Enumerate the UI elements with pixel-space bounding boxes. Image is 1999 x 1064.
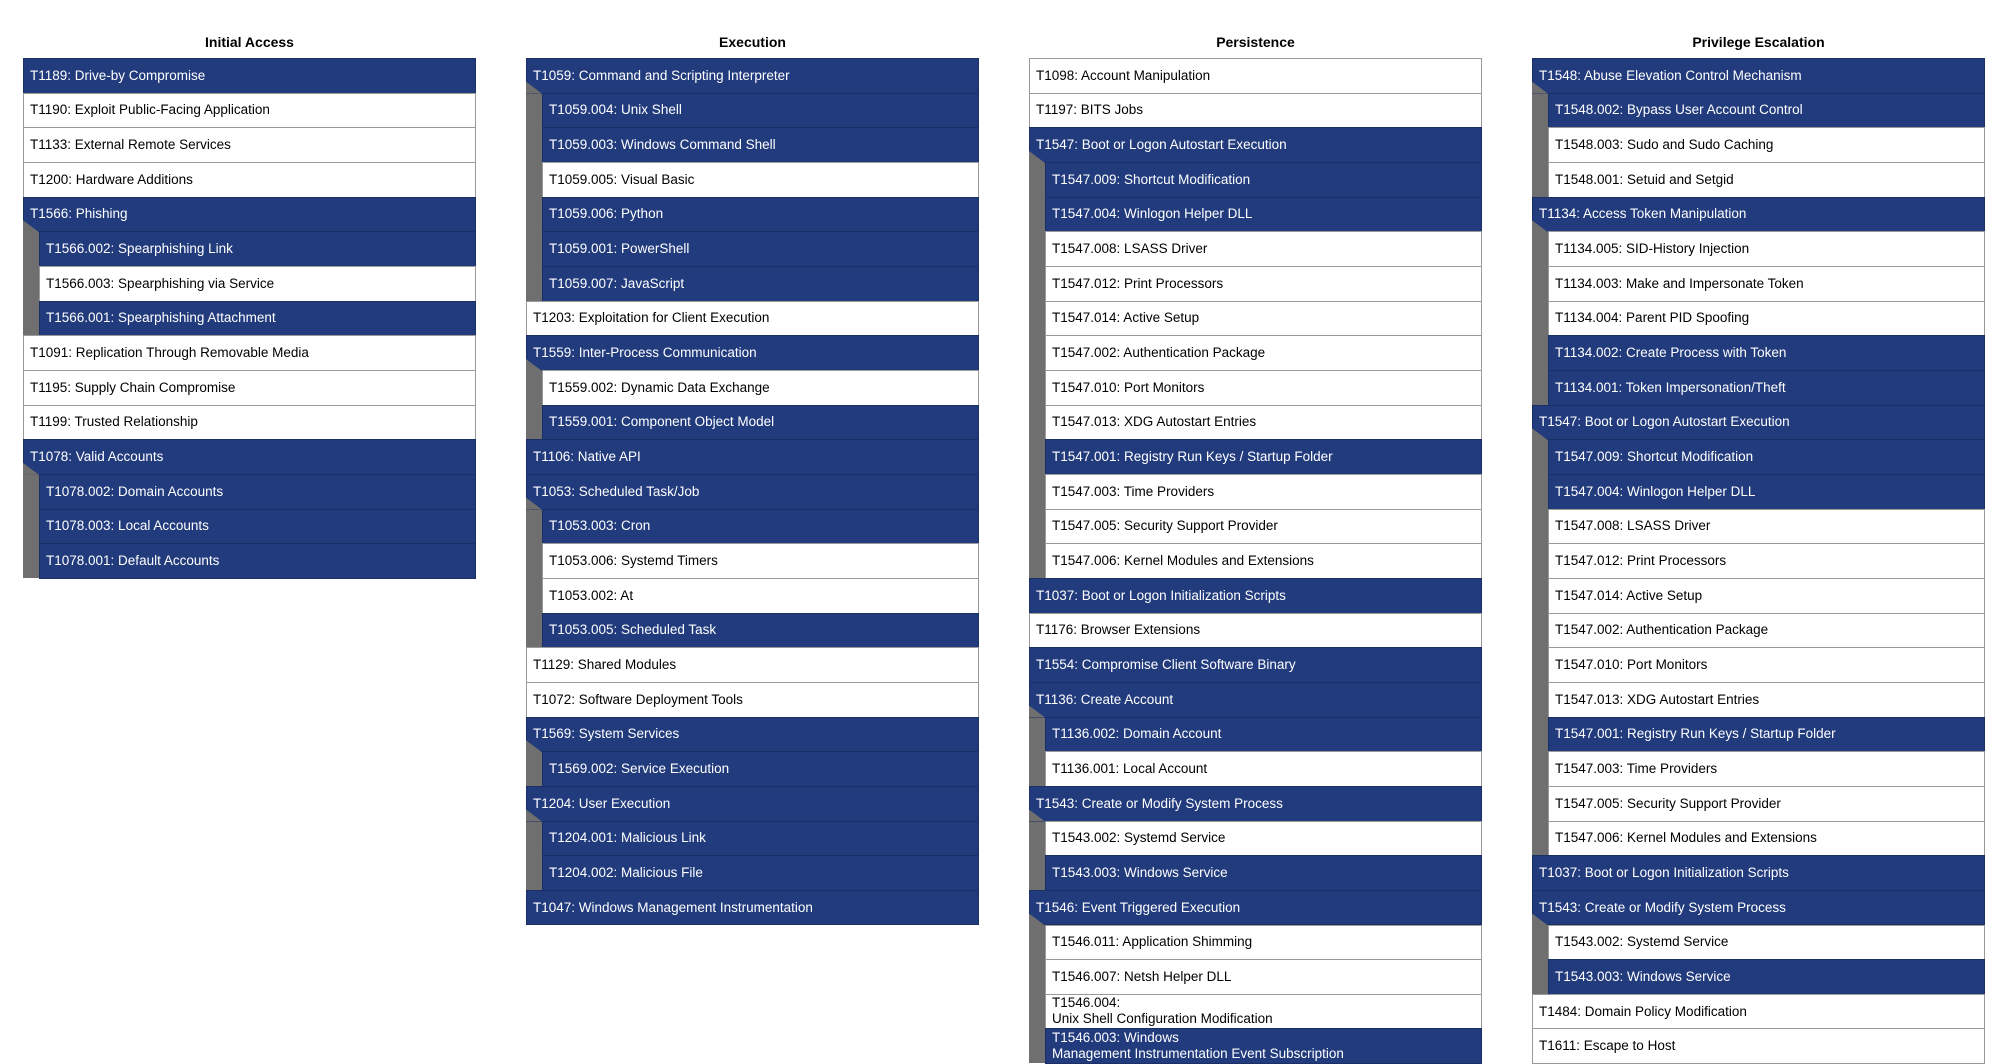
technique-label: T1203: Exploitation for Client Execution bbox=[533, 310, 770, 326]
technique-label: T1078.003: Local Accounts bbox=[46, 518, 209, 534]
subtechnique-cell[interactable] bbox=[542, 266, 979, 302]
technique-cell[interactable] bbox=[1029, 127, 1482, 163]
technique-cell[interactable] bbox=[1532, 58, 1985, 94]
technique-label-line: Management Instrumentation Event Subscription bbox=[1052, 1046, 1344, 1062]
subtechnique-cell[interactable] bbox=[542, 162, 979, 198]
subtechnique-group-bar bbox=[526, 509, 542, 648]
subtechnique-cell[interactable] bbox=[39, 509, 476, 545]
subtechnique-cell[interactable] bbox=[1045, 925, 1482, 961]
technique-label: T1547.013: XDG Autostart Entries bbox=[1555, 691, 1760, 707]
technique-label: T1078: Valid Accounts bbox=[30, 449, 164, 465]
tactic-title: Execution bbox=[719, 34, 786, 50]
subtechnique-cell[interactable] bbox=[1548, 93, 1985, 129]
technique-label: T1548: Abuse Elevation Control Mechanism bbox=[1539, 67, 1802, 83]
technique-label: T1543.003: Windows Service bbox=[1555, 968, 1731, 984]
technique-cell[interactable] bbox=[1029, 613, 1482, 649]
subtechnique-cell[interactable] bbox=[1045, 717, 1482, 753]
technique-cell[interactable] bbox=[23, 93, 476, 129]
technique-label: T1547.010: Port Monitors bbox=[1555, 657, 1708, 673]
tactic-title: Initial Access bbox=[205, 34, 294, 50]
technique-label: T1204.001: Malicious Link bbox=[549, 830, 706, 846]
technique-label: T1189: Drive-by Compromise bbox=[30, 67, 206, 83]
technique-cell[interactable] bbox=[23, 162, 476, 198]
subtechnique-cell[interactable] bbox=[1548, 613, 1985, 649]
technique-label: T1543.002: Systemd Service bbox=[1555, 934, 1729, 950]
subtechnique-group-bar bbox=[23, 474, 39, 578]
technique-label: T1547.009: Shortcut Modification bbox=[1555, 449, 1754, 465]
technique-label: T1547.010: Port Monitors bbox=[1052, 379, 1205, 395]
technique-label: T1190: Exploit Public-Facing Application bbox=[30, 102, 270, 118]
technique-label: T1569.002: Service Execution bbox=[549, 761, 730, 777]
technique-cell[interactable] bbox=[526, 682, 979, 718]
technique-label: T1133: External Remote Services bbox=[30, 137, 231, 153]
technique-cell[interactable] bbox=[1029, 682, 1482, 718]
subtechnique-cell[interactable] bbox=[1045, 474, 1482, 510]
subtechnique-cell[interactable] bbox=[1548, 647, 1985, 683]
subtechnique-cell[interactable] bbox=[39, 474, 476, 510]
subtechnique-cell[interactable] bbox=[1045, 1028, 1482, 1064]
subtechnique-cell[interactable] bbox=[1548, 439, 1985, 475]
subtechnique-group-bar bbox=[526, 93, 542, 301]
subtechnique-group-bar bbox=[1532, 93, 1548, 197]
technique-label: T1059.007: JavaScript bbox=[549, 275, 685, 291]
technique-cell[interactable] bbox=[23, 405, 476, 441]
technique-label: T1546: Event Triggered Execution bbox=[1036, 899, 1241, 915]
technique-label: T1053.005: Scheduled Task bbox=[549, 622, 717, 638]
technique-label: T1543.002: Systemd Service bbox=[1052, 830, 1226, 846]
technique-label: T1134.001: Token Impersonation/Theft bbox=[1555, 379, 1786, 395]
technique-label: T1543: Create or Modify System Process bbox=[1036, 795, 1283, 811]
technique-label: T1106: Native API bbox=[533, 449, 641, 465]
technique-label: T1129: Shared Modules bbox=[533, 657, 677, 673]
technique-cell[interactable] bbox=[526, 335, 979, 371]
technique-cell[interactable] bbox=[526, 474, 979, 510]
subtechnique-cell[interactable] bbox=[1045, 821, 1482, 857]
subtechnique-group-bar bbox=[526, 821, 542, 890]
technique-cell[interactable] bbox=[23, 58, 476, 94]
subtechnique-cell[interactable] bbox=[1548, 821, 1985, 857]
technique-cell[interactable] bbox=[23, 335, 476, 371]
technique-label: T1566.002: Spearphishing Link bbox=[46, 241, 233, 257]
technique-label: T1543.003: Windows Service bbox=[1052, 865, 1228, 880]
technique-label: T1078.002: Domain Accounts bbox=[46, 483, 224, 499]
subtechnique-cell[interactable] bbox=[1045, 335, 1482, 371]
subtechnique-group-bar bbox=[1532, 439, 1548, 855]
technique-cell[interactable] bbox=[526, 890, 979, 926]
technique-label: T1134.002: Create Process with Token bbox=[1555, 345, 1787, 361]
technique-label: T1195: Supply Chain Compromise bbox=[30, 379, 236, 395]
technique-cell[interactable] bbox=[23, 370, 476, 406]
technique-label: T1566.003: Spearphishing via Service bbox=[46, 275, 275, 291]
subtechnique-cell[interactable] bbox=[1548, 231, 1985, 267]
subtechnique-cell[interactable] bbox=[1045, 959, 1482, 995]
technique-label: T1136: Create Account bbox=[1036, 691, 1174, 707]
technique-label: T1547.005: Security Support Provider bbox=[1052, 518, 1278, 534]
subtechnique-cell[interactable] bbox=[1548, 786, 1985, 822]
technique-label: T1072: Software Deployment Tools bbox=[533, 691, 743, 707]
technique-cell[interactable] bbox=[23, 439, 476, 475]
technique-label: T1059.004: Unix Shell bbox=[549, 102, 682, 118]
technique-label-line: T1546.003: Windows bbox=[1052, 1030, 1179, 1046]
technique-cell[interactable] bbox=[1532, 197, 1985, 233]
subtechnique-cell[interactable] bbox=[39, 301, 476, 337]
technique-label: T1547.001: Registry Run Keys / Startup Folder bbox=[1052, 449, 1333, 465]
subtechnique-group-bar bbox=[23, 231, 39, 335]
subtechnique-cell[interactable] bbox=[1548, 266, 1985, 302]
technique-label: T1547.003: Time Providers bbox=[1555, 761, 1718, 777]
technique-cell[interactable] bbox=[1029, 890, 1482, 926]
subtechnique-cell[interactable] bbox=[542, 613, 979, 649]
technique-label: T1091: Replication Through Removable Media bbox=[30, 345, 309, 361]
technique-label: T1547.004: Winlogon Helper DLL bbox=[1555, 483, 1756, 499]
tactic-title: Privilege Escalation bbox=[1692, 34, 1825, 50]
subtechnique-cell[interactable] bbox=[39, 543, 476, 579]
technique-label: T1546.011: Application Shimming bbox=[1052, 934, 1253, 950]
technique-label: T1546.007: Netsh Helper DLL bbox=[1052, 968, 1232, 984]
technique-label: T1569: System Services bbox=[533, 726, 680, 742]
subtechnique-group-bar bbox=[1029, 717, 1045, 786]
technique-label: T1204.002: Malicious File bbox=[549, 865, 703, 880]
subtechnique-cell[interactable] bbox=[1548, 370, 1985, 406]
subtechnique-cell[interactable] bbox=[542, 543, 979, 579]
subtechnique-cell[interactable] bbox=[1548, 959, 1985, 995]
subtechnique-cell[interactable] bbox=[542, 578, 979, 614]
subtechnique-cell[interactable] bbox=[1045, 197, 1482, 233]
technique-label: T1547.002: Authentication Package bbox=[1555, 622, 1769, 638]
technique-label: T1559.001: Component Object Model bbox=[549, 414, 775, 430]
subtechnique-group-bar bbox=[1532, 925, 1548, 994]
technique-cell[interactable] bbox=[526, 717, 979, 753]
technique-cell[interactable] bbox=[1532, 890, 1985, 926]
technique-label: T1566.001: Spearphishing Attachment bbox=[46, 310, 276, 326]
technique-label: T1547.013: XDG Autostart Entries bbox=[1052, 414, 1257, 430]
technique-label: T1053.002: At bbox=[549, 587, 634, 603]
technique-label: T1547.005: Security Support Provider bbox=[1555, 795, 1781, 811]
subtechnique-cell[interactable] bbox=[1548, 509, 1985, 545]
subtechnique-group-bar bbox=[1532, 231, 1548, 404]
technique-label: T1199: Trusted Relationship bbox=[30, 414, 198, 430]
technique-label: T1053.006: Systemd Timers bbox=[549, 553, 718, 569]
technique-cell[interactable] bbox=[526, 647, 979, 683]
technique-label: T1543: Create or Modify System Process bbox=[1539, 899, 1786, 915]
technique-cell[interactable] bbox=[526, 439, 979, 475]
subtechnique-cell[interactable] bbox=[1045, 994, 1482, 1030]
technique-cell[interactable] bbox=[1532, 1028, 1985, 1064]
technique-label: T1078.001: Default Accounts bbox=[46, 553, 220, 569]
subtechnique-cell[interactable] bbox=[542, 855, 979, 891]
technique-label: T1134.004: Parent PID Spoofing bbox=[1555, 310, 1750, 326]
subtechnique-cell[interactable] bbox=[1548, 301, 1985, 337]
subtechnique-group-bar bbox=[1029, 821, 1045, 890]
technique-label: T1547.008: LSASS Driver bbox=[1555, 518, 1711, 534]
technique-label-line: Unix Shell Configuration Modification bbox=[1052, 1011, 1273, 1027]
subtechnique-cell[interactable] bbox=[1045, 543, 1482, 579]
technique-label: T1559: Inter-Process Communication bbox=[533, 345, 757, 361]
technique-label: T1547: Boot or Logon Autostart Execution bbox=[1539, 414, 1790, 430]
subtechnique-cell[interactable] bbox=[1045, 439, 1482, 475]
subtechnique-cell[interactable] bbox=[1548, 717, 1985, 753]
technique-cell[interactable] bbox=[526, 786, 979, 822]
technique-label: T1197: BITS Jobs bbox=[1036, 102, 1144, 118]
technique-label: T1037: Boot or Logon Initialization Scripts bbox=[1036, 587, 1286, 603]
technique-cell[interactable] bbox=[1532, 405, 1985, 441]
technique-label: T1200: Hardware Additions bbox=[30, 171, 193, 187]
technique-label: T1547.003: Time Providers bbox=[1052, 483, 1215, 499]
subtechnique-cell[interactable] bbox=[1548, 578, 1985, 614]
technique-label-line: T1546.004: bbox=[1052, 995, 1121, 1011]
technique-label: T1566: Phishing bbox=[30, 206, 128, 222]
technique-label: T1547.002: Authentication Package bbox=[1052, 345, 1266, 361]
technique-label: T1548.001: Setuid and Setgid bbox=[1555, 171, 1734, 187]
technique-label: T1134.005: SID-History Injection bbox=[1555, 241, 1750, 257]
subtechnique-cell[interactable] bbox=[1045, 855, 1482, 891]
subtechnique-cell[interactable] bbox=[39, 266, 476, 302]
technique-label: T1484: Domain Policy Modification bbox=[1539, 1003, 1747, 1019]
subtechnique-cell[interactable] bbox=[542, 509, 979, 545]
technique-label: T1098: Account Manipulation bbox=[1036, 67, 1211, 83]
technique-label: T1547.006: Kernel Modules and Extensions bbox=[1555, 830, 1817, 846]
subtechnique-group-bar bbox=[1029, 162, 1045, 578]
technique-label: T1053.003: Cron bbox=[549, 518, 651, 534]
subtechnique-cell[interactable] bbox=[542, 127, 979, 163]
subtechnique-cell[interactable] bbox=[1548, 335, 1985, 371]
technique-cell[interactable] bbox=[1029, 93, 1482, 129]
subtechnique-cell[interactable] bbox=[1548, 682, 1985, 718]
technique-label: T1547.004: Winlogon Helper DLL bbox=[1052, 206, 1253, 222]
subtechnique-cell[interactable] bbox=[1548, 543, 1985, 579]
tactic-title: Persistence bbox=[1216, 34, 1295, 50]
technique-label: T1134: Access Token Manipulation bbox=[1539, 206, 1747, 222]
subtechnique-cell[interactable] bbox=[1045, 370, 1482, 406]
technique-label: T1047: Windows Management Instrumentation bbox=[533, 899, 813, 915]
technique-label: T1037: Boot or Logon Initialization Scripts bbox=[1539, 865, 1789, 880]
subtechnique-cell[interactable] bbox=[1045, 231, 1482, 267]
technique-cell[interactable] bbox=[1532, 855, 1985, 891]
subtechnique-cell[interactable] bbox=[1045, 751, 1482, 787]
technique-label: T1547.012: Print Processors bbox=[1555, 553, 1727, 569]
technique-cell[interactable] bbox=[1029, 647, 1482, 683]
technique-label: T1059.005: Visual Basic bbox=[549, 171, 695, 187]
subtechnique-cell[interactable] bbox=[1548, 751, 1985, 787]
technique-label: T1547.014: Active Setup bbox=[1555, 587, 1703, 603]
subtechnique-cell[interactable] bbox=[542, 93, 979, 129]
subtechnique-cell[interactable] bbox=[542, 751, 979, 787]
technique-label: T1547.006: Kernel Modules and Extensions bbox=[1052, 553, 1314, 569]
technique-label: T1554: Compromise Client Software Binary bbox=[1036, 657, 1296, 673]
technique-label: T1547.008: LSASS Driver bbox=[1052, 241, 1208, 257]
subtechnique-group-bar bbox=[1029, 925, 1045, 1064]
subtechnique-group-bar bbox=[526, 751, 542, 786]
technique-label: T1547.001: Registry Run Keys / Startup Folder bbox=[1555, 726, 1836, 742]
technique-label: T1547.012: Print Processors bbox=[1052, 275, 1224, 291]
technique-cell[interactable] bbox=[1532, 994, 1985, 1030]
technique-label bbox=[1052, 1030, 1344, 1062]
subtechnique-group-bar bbox=[526, 370, 542, 439]
technique-label: T1547.014: Active Setup bbox=[1052, 310, 1200, 326]
subtechnique-cell[interactable] bbox=[1548, 474, 1985, 510]
technique-label: T1547.009: Shortcut Modification bbox=[1052, 171, 1251, 187]
technique-label bbox=[1052, 995, 1273, 1027]
subtechnique-cell[interactable] bbox=[542, 231, 979, 267]
technique-label: T1204: User Execution bbox=[533, 795, 671, 811]
subtechnique-cell[interactable] bbox=[1045, 509, 1482, 545]
technique-cell[interactable] bbox=[1029, 58, 1482, 94]
technique-label: T1134.003: Make and Impersonate Token bbox=[1555, 275, 1804, 291]
technique-cell[interactable] bbox=[526, 301, 979, 337]
technique-label: T1136.001: Local Account bbox=[1052, 761, 1208, 777]
subtechnique-cell[interactable] bbox=[1548, 127, 1985, 163]
subtechnique-cell[interactable] bbox=[39, 231, 476, 267]
subtechnique-cell[interactable] bbox=[1045, 266, 1482, 302]
technique-label: T1059.003: Windows Command Shell bbox=[549, 137, 776, 153]
technique-label: T1611: Escape to Host bbox=[1539, 1038, 1676, 1054]
technique-label: T1059.006: Python bbox=[549, 206, 664, 222]
technique-cell[interactable] bbox=[23, 127, 476, 163]
technique-label: T1053: Scheduled Task/Job bbox=[533, 483, 700, 499]
technique-label: T1059.001: PowerShell bbox=[549, 241, 690, 257]
technique-label: T1059: Command and Scripting Interpreter bbox=[533, 67, 790, 83]
subtechnique-cell[interactable] bbox=[1548, 925, 1985, 961]
technique-cell[interactable] bbox=[526, 58, 979, 94]
subtechnique-cell[interactable] bbox=[1045, 162, 1482, 198]
technique-label: T1547: Boot or Logon Autostart Execution bbox=[1036, 137, 1287, 153]
subtechnique-cell[interactable] bbox=[1548, 162, 1985, 198]
subtechnique-cell[interactable] bbox=[1045, 405, 1482, 441]
technique-cell[interactable] bbox=[23, 197, 476, 233]
subtechnique-cell[interactable] bbox=[1045, 301, 1482, 337]
technique-label: T1176: Browser Extensions bbox=[1036, 622, 1201, 638]
subtechnique-cell[interactable] bbox=[542, 197, 979, 233]
technique-cell[interactable] bbox=[1029, 578, 1482, 614]
subtechnique-cell[interactable] bbox=[542, 370, 979, 406]
technique-label: T1559.002: Dynamic Data Exchange bbox=[549, 379, 770, 395]
technique-cell[interactable] bbox=[1029, 786, 1482, 822]
subtechnique-cell[interactable] bbox=[542, 405, 979, 441]
technique-label: T1548.002: Bypass User Account Control bbox=[1555, 102, 1803, 118]
subtechnique-cell[interactable] bbox=[542, 821, 979, 857]
technique-label: T1548.003: Sudo and Sudo Caching bbox=[1555, 137, 1774, 153]
technique-label: T1136.002: Domain Account bbox=[1052, 726, 1222, 742]
